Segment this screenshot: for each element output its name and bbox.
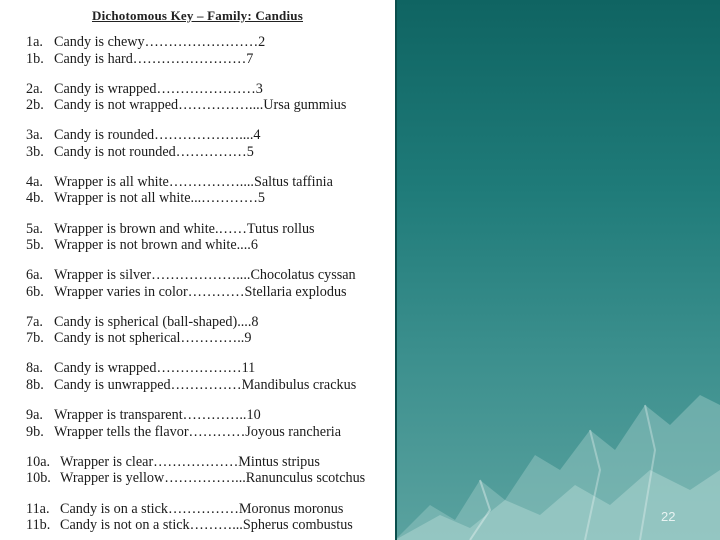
- key-row: [26, 221, 315, 238]
- key-step-text: Candy is not on a stick………...Spherus combustus: [60, 517, 353, 533]
- key-step-text: Candy is hard……………………7: [54, 51, 254, 67]
- key-step-code: 8a.: [26, 360, 43, 376]
- key-step-text: Wrapper is all white……………....Saltus taffinia: [54, 174, 333, 190]
- key-row: [26, 314, 258, 331]
- key-row: [26, 97, 346, 114]
- key-step-code: 7a.: [26, 314, 43, 330]
- key-row: [26, 190, 265, 207]
- key-step-code: 11b.: [26, 517, 51, 533]
- key-step-text: Wrapper is brown and white.……Tutus rollus: [54, 221, 315, 237]
- key-step-text: Candy is on a stick……………Moronus moronus: [60, 501, 344, 517]
- key-row: [26, 377, 356, 394]
- key-step-code: 11a.: [26, 501, 50, 517]
- key-step-code: 1b.: [26, 51, 44, 67]
- key-row: [26, 81, 263, 98]
- key-step-text: Wrapper is yellow……………...Ranunculus scotchus: [60, 470, 366, 486]
- key-step-code: 10b.: [26, 470, 51, 486]
- key-step-text: Candy is wrapped………………11: [54, 360, 256, 376]
- key-row: [26, 174, 333, 191]
- key-step-code: 10a.: [26, 454, 51, 470]
- key-row: [26, 424, 341, 441]
- key-step-text: Candy is not spherical…………..9: [54, 330, 252, 346]
- key-row: [26, 517, 353, 534]
- key-step-code: 4b.: [26, 190, 44, 206]
- key-row: [26, 360, 255, 377]
- key-row: [26, 144, 254, 161]
- key-step-text: Wrapper varies in color…………Stellaria explodus: [54, 284, 347, 300]
- key-row: [26, 284, 347, 301]
- key-row: [26, 51, 253, 68]
- key-step-text: Wrapper is clear………………Mintus stripus: [60, 454, 320, 470]
- document-title: Dichotomous Key – Family: Candius: [91, 8, 303, 23]
- key-row: [26, 34, 265, 51]
- key-step-code: 2b.: [26, 97, 44, 113]
- key-row: [26, 237, 258, 254]
- key-step-text: Wrapper is not all white...…………5: [54, 190, 266, 206]
- key-row: [26, 470, 365, 487]
- key-step-text: Candy is wrapped…………………3: [54, 81, 263, 97]
- key-step-text: Candy is chewy……………………2: [54, 34, 266, 50]
- page-number: 22: [661, 509, 676, 524]
- key-row: [26, 330, 251, 347]
- key-step-code: 1a.: [26, 34, 43, 50]
- key-row: [26, 267, 356, 284]
- key-step-text: Wrapper is not brown and white....6: [54, 237, 258, 253]
- key-step-text: Candy is unwrapped……………Mandibulus crackus: [54, 377, 357, 393]
- key-step-code: 6b.: [26, 284, 44, 300]
- key-row: [26, 127, 261, 144]
- key-step-text: Candy is rounded………………....4: [54, 127, 261, 143]
- key-row: [26, 501, 343, 518]
- key-step-code: 9b.: [26, 424, 44, 440]
- key-step-code: 7b.: [26, 330, 44, 346]
- key-step-code: 3b.: [26, 144, 44, 160]
- key-step-code: 5a.: [26, 221, 43, 237]
- key-step-text: Candy is not wrapped……………....Ursa gummius: [54, 97, 347, 113]
- key-row: [26, 454, 320, 471]
- key-step-code: 5b.: [26, 237, 44, 253]
- key-step-text: Wrapper is transparent…………..10: [54, 407, 261, 423]
- key-step-code: 8b.: [26, 377, 44, 393]
- key-step-text: Candy is not rounded……………5: [54, 144, 254, 160]
- key-step-code: 9a.: [26, 407, 43, 423]
- key-step-code: 3a.: [26, 127, 43, 143]
- key-step-text: Wrapper tells the flavor…………Joyous rancheria: [54, 424, 342, 440]
- key-step-text: Candy is spherical (ball-shaped)....8: [54, 314, 259, 330]
- key-step-code: 2a.: [26, 81, 43, 97]
- key-step-code: 4a.: [26, 174, 43, 190]
- key-step-text: Wrapper is silver………………....Chocolatus cyssan: [54, 267, 356, 283]
- key-step-code: 6a.: [26, 267, 43, 283]
- document-edge: [395, 0, 397, 540]
- key-row: [26, 407, 261, 424]
